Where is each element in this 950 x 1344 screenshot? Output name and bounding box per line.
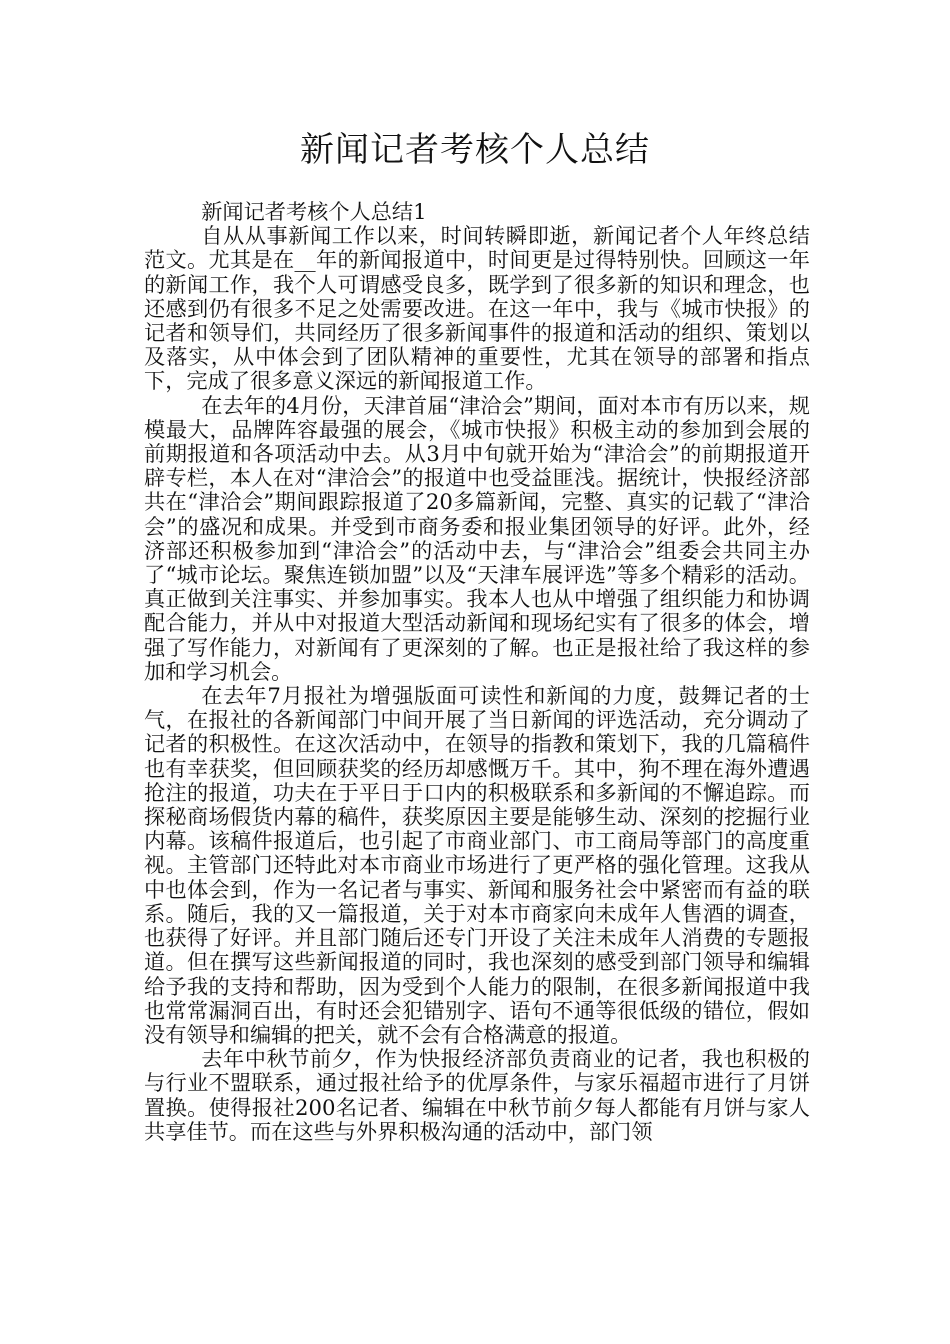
paragraph-2: 在去年的4月份，天津首届“津洽会”期间，面对本市有历以来，规模最大，品牌阵容最强的展会，《城市快报》积极主动的参加到会展的前期报道和各项活动中去。从3月中旬就开始为“津洽会”的前期报道开辟专栏，本人在对“津洽会”的报道中也受益匪浅。据统计，快报经济部共在“津洽会”期间跟踪报道了20多篇新闻，完整、真实的记载了“津洽会”的盛况和成果。并受到市商务委和报业集团领导的好评。此外，经济部还积极参加到“津洽会”的活动中去，与“津洽会”组委会共同主办了“城市论坛。聚焦连锁加盟”以及“天津车展评选”等多个精彩的活动。真正做到关注事实、并参加事实。我本人也从中增强了组织能力和协调配合能力，并从中对报道大型活动新闻和现场纪实有了很多的体会，增强了写作能力，对新闻有了更深刻的了解。也正是报社给了我这样的参加和学习机会。 bbox=[144, 392, 810, 684]
paragraph-4: 去年中秋节前夕，作为快报经济部负责商业的记者，我也积极的与行业不盟联系，通过报社给予的优厚条件，与家乐福超市进行了月饼置换。使得报社200名记者、编辑在中秋节前夕每人都能有月饼与家人共享佳节。而在这些与外界积极沟通的活动中，部门领 bbox=[144, 1046, 810, 1144]
document-title: 新闻记者考核个人总结 bbox=[300, 130, 650, 170]
document-body bbox=[144, 200, 810, 1144]
paragraph-1: 自从从事新闻工作以来，时间转瞬即逝，新闻记者个人年终总结范文。尤其是在__年的新闻报道中，时间更是过得特别快。回顾这一年的新闻工作，我个人可谓感受良多，既学到了很多新的知识和理念，也还感到仍有很多不足之处需要改进。在这一年中，我与《城市快报》的记者和领导们，共同经历了很多新闻事件的报道和活动的组织、策划以及落实，从中体会到了团队精神的重要性，尤其在领导的部署和指点下，完成了很多意义深远的新闻报道工作。 bbox=[144, 223, 810, 394]
paragraph-3: 在去年7月报社为增强版面可读性和新闻的力度，鼓舞记者的士气，在报社的各新闻部门中间开展了当日新闻的评选活动，充分调动了记者的积极性。在这次活动中，在领导的指教和策划下，我的几篇稿件也有幸获奖，但回顾获奖的经历却感慨万千。其中，狗不理在海外遭遇抢注的报道，功夫在于平日于口内的积极联系和多新闻的不懈追踪。而探秘商场假货内幕的稿件，获奖原因主要是能够生动、深刻的挖掘行业内幕。该稿件报道后，也引起了市商业部门、市工商局等部门的高度重视。主管部门还特此对本市商业市场进行了更严格的强化管理。这我从中也体会到，作为一名记者与事实、新闻和服务社会中紧密而有益的联系。随后，我的又一篇报道，关于对本市商家向未成年人售酒的调查，也获得了好评。并且部门随后还专门开设了关注未成年人消费的专题报道。但在撰写这些新闻报道的同时，我也深刻的感受到部门领导和编辑给予我的支持和帮助，因为受到个人能力的限制，在很多新闻报道中我也常常漏洞百出，有时还会犯错别字、语句不通等很低级的错位，假如没有领导和编辑的把关，就不会有合格满意的报道。 bbox=[144, 683, 810, 1047]
document-subtitle: 新闻记者考核个人总结1 bbox=[201, 199, 427, 224]
